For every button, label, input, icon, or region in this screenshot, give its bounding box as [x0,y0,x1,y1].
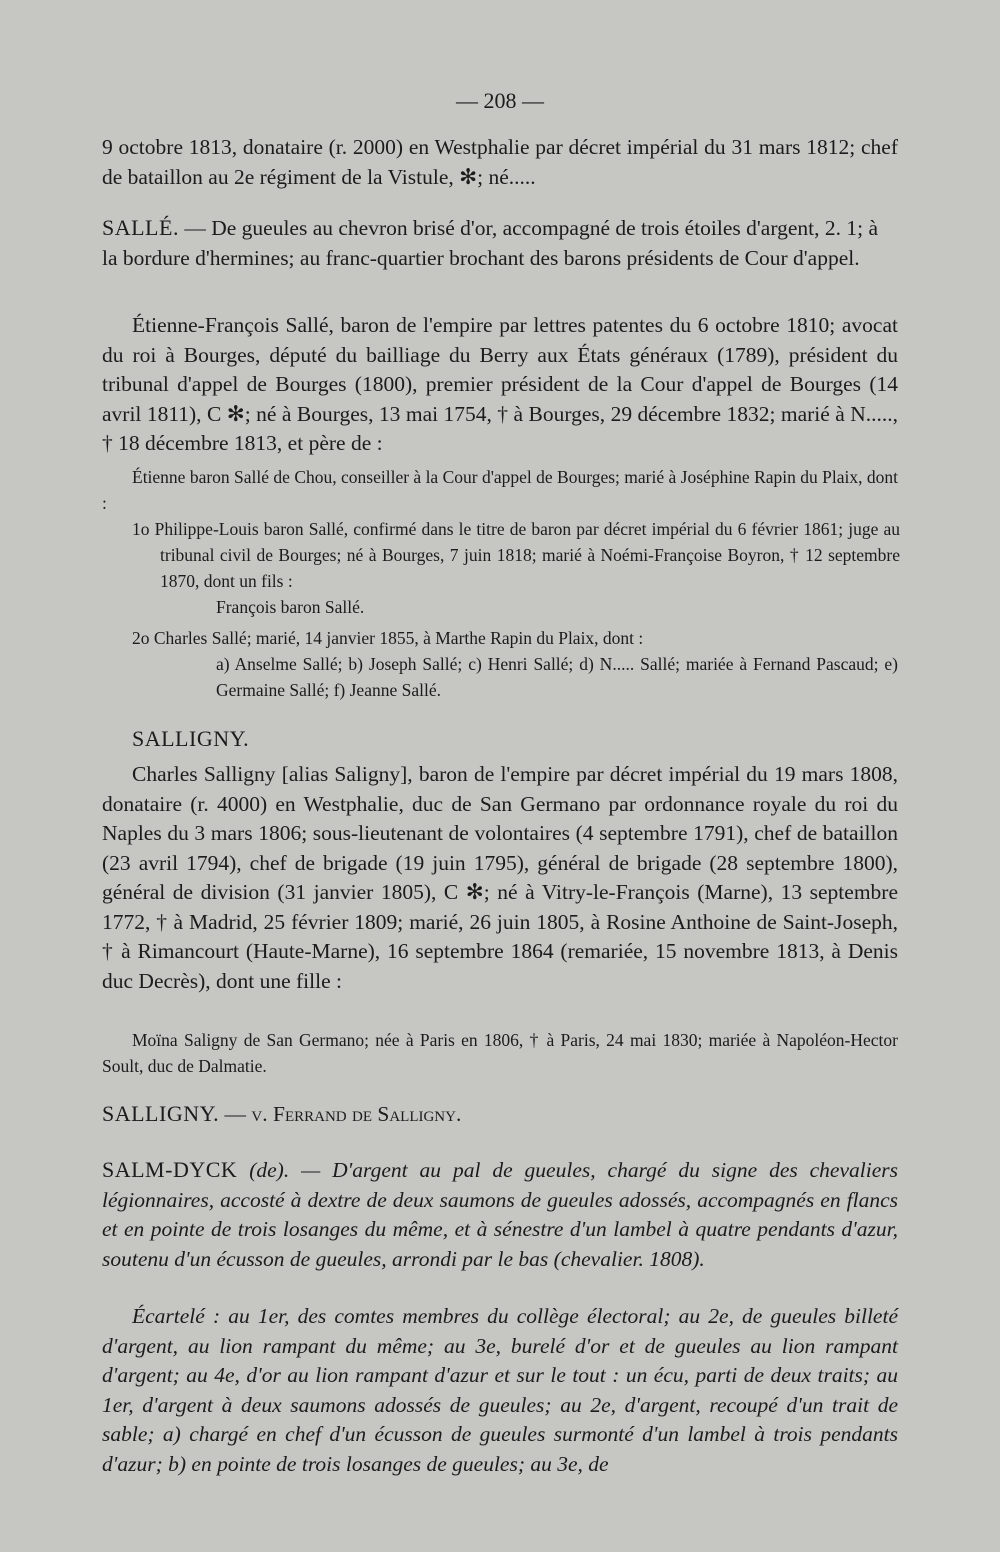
salle-descendant: Étienne baron Sallé de Chou, conseiller à la Cour d'appel de Bourges; marié à Joséphine Rapin du Plaix, dont : [102,467,898,513]
salligny-descendant: Moïna Saligny de San Germano; née à Paris en 1806, † à Paris, 24 mai 1830; mariée à Napoléon-Hector Soult, duc de Dalmatie. [102,1030,898,1076]
cross-reference: — v. Ferrand de Salligny. [224,1102,462,1126]
entry-blazon: (de). — D'argent au pal de gueules, chargé du signe des chevaliers légionnaires, accosté à dextre de deux saumons de gueules adossés, accompagnés en flancs et en pointe de trois losanges du même, et à sénestre d'un lambel à quatre pendants d'azur, soutenu d'un écusson de gueules, arrondi par le bas (chevalier. 1808). [102,1158,898,1271]
entry-name: SALLÉ. [102,215,179,240]
salle-grandchildren: a) Anselme Sallé; b) Joseph Sallé; c) Henri Sallé; d) N..... Sallé; mariée à Fernand Pascaud; e) Germaine Sallé; f) Jeanne Sallé. [216,654,898,700]
continuation-paragraph: 9 octobre 1813, donataire (r. 2000) en Westphalie par décret impérial du 31 mars 1812; chef de bataillon au 2e régiment de la Vistule, ✻; né..... [102,135,898,189]
salm-dyck-arms: Écartelé : au 1er, des comtes membres du collège électoral; au 2e, de gueules billeté d'argent, au lion rampant du même; au 3e, burelé d'or et de gueules au lion rampant d'argent; au 4e, d'or au lion rampant d'azur et sur le tout : un écu, parti de deux traits; au 1er, d'argent à deux saumons adossés de gueules; au 2e, d'argent, recoupé d'un trait de sable; a) chargé en chef d'un écusson de gueules surmonté d'un lambel à trois pendants d'azur; b) en pointe de trois losanges de gueules; au 3e, de [102,1304,898,1476]
entry-name: SALLIGNY. [132,726,250,751]
entry-name: SALM-DYCK [102,1157,238,1182]
salle-biography: Étienne-François Sallé, baron de l'empire par lettres patentes du 6 octobre 1810; avocat du roi à Bourges, député du bailliage du Berry aux États généraux (1789), président du tribunal d'appel de Bourges (1800), premier président de la Cour d'appel de Bourges (14 avril 1811), C ✻; né à Bourges, 13 mai 1754, † à Bourges, 29 décembre 1832; marié à N....., † 18 décembre 1813, et père de : [102,313,898,455]
salle-child-2: 2o Charles Sallé; marié, 14 janvier 1855, à Marthe Rapin du Plaix, dont : [132,628,644,648]
salligny-biography: Charles Salligny [alias Saligny], baron de l'empire par décret impérial du 19 mars 1808, donataire (r. 4000) en Westphalie, duc de San Germano par ordonnance royale du roi du Naples du 3 mars 1806; sous-lieutenant de volontaires (4 septembre 1791), chef de bataillon (23 avril 1794), chef de brigade (19 juin 1795), général de brigade (28 septembre 1800), général de division (31 janvier 1805), C ✻; né à Vitry-le-François (Marne), 13 septembre 1772, † à Madrid, 25 février 1809; marié, 26 juin 1805, à Rosine Anthoine de Saint-Joseph, † à Rimancourt (Haute-Marne), 16 septembre 1864 (remariée, 15 novembre 1813, à Denis duc Decrès), dont une fille : [102,762,898,993]
entry-salligny-reference [102,1099,898,1130]
entry-salle-heading [102,213,898,273]
page-number: — 208 — [456,88,544,113]
salle-grandchild: François baron Sallé. [216,597,365,617]
entry-blazon: — De gueules au chevron brisé d'or, accompagné de trois étoiles d'argent, 2. 1; à la bordure d'hermines; au franc-quartier brochant des barons présidents de Cour d'appel. [102,216,878,270]
entry-name: SALLIGNY. [102,1101,220,1126]
entry-salm-dyck-heading [102,1155,898,1274]
salle-child-1: 1o Philippe-Louis baron Sallé, confirmé dans le titre de baron par décret impérial du 6 février 1861; juge au tribunal civil de Bourges; né à Bourges, 7 juin 1818; marié à Noémi-Françoise Boyron, † 12 septembre 1870, dont un fils : [132,519,900,591]
entry-salligny-heading [132,724,928,755]
